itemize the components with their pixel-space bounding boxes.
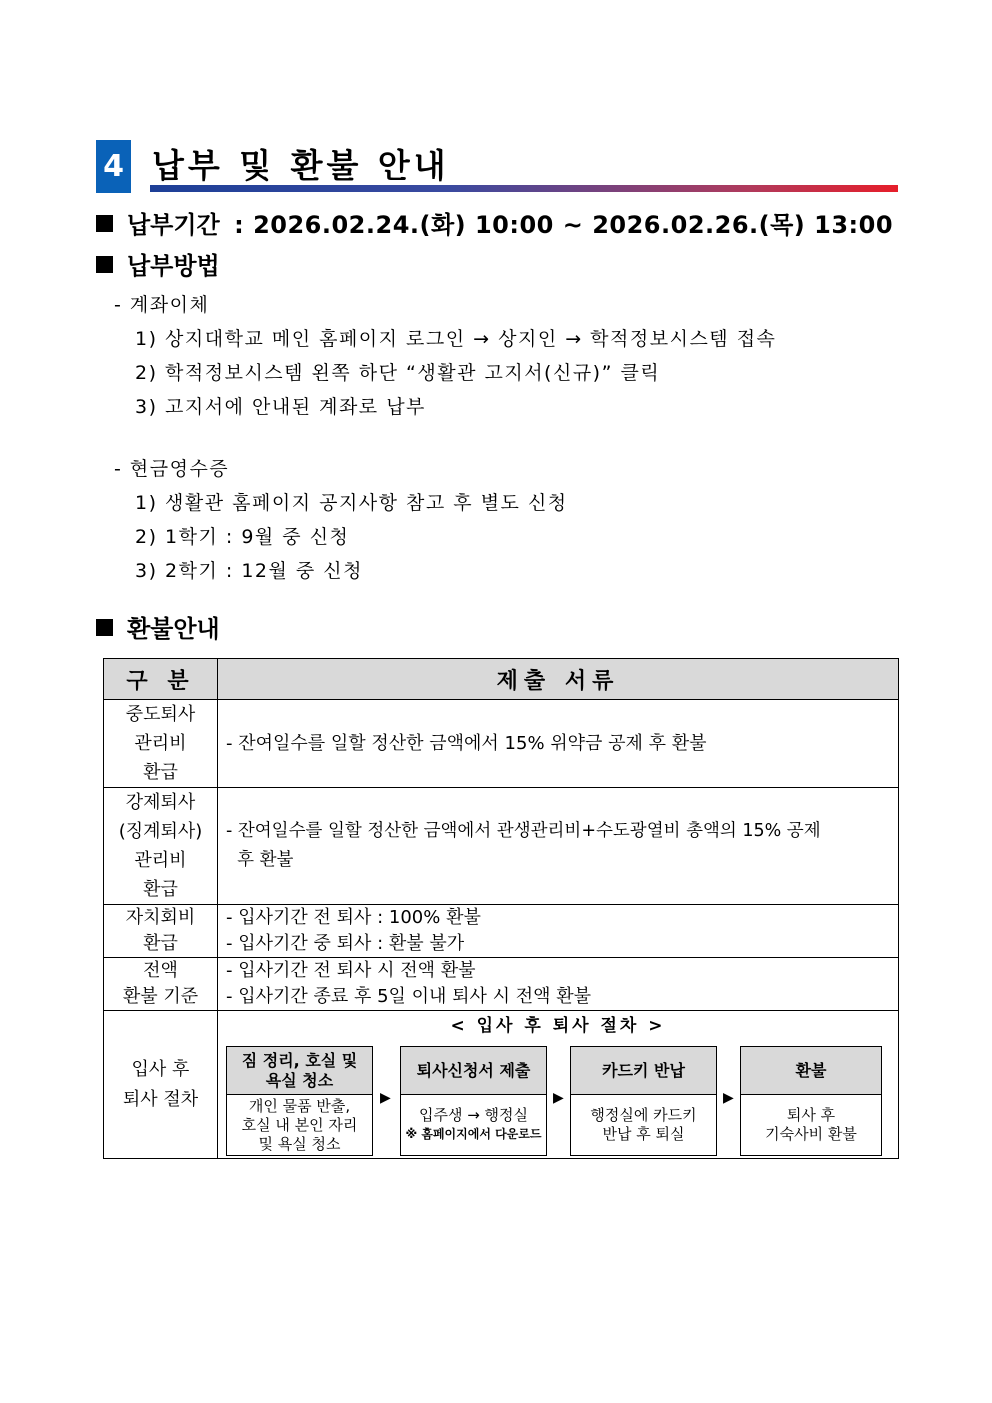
cash-receipt-step: 3) 2학기 : 12월 중 신청 xyxy=(135,560,363,582)
title-underline xyxy=(150,185,898,192)
row-content xyxy=(218,700,899,788)
content-line: - 입사기간 전 퇴사 : 100% 환불 xyxy=(226,907,481,928)
step-title-line: 환불 xyxy=(795,1060,827,1080)
table-row xyxy=(104,905,899,958)
category-line: (징계퇴사) xyxy=(118,821,203,842)
cash-receipt-step: 1) 생활관 홈페이지 공지사항 참고 후 별도 신청 xyxy=(135,492,568,514)
step-desc-line: 기숙사비 환불 xyxy=(765,1125,857,1143)
refund-table xyxy=(103,658,899,1159)
step-title xyxy=(227,1047,372,1095)
step-title xyxy=(401,1047,546,1095)
category-line: 퇴사 절차 xyxy=(122,1088,199,1110)
content-line: - 잔여일수를 일할 정산한 금액에서 관생관리비+수도광열비 총액의 15% 공제 xyxy=(226,821,821,841)
section-number-badge: 4 xyxy=(96,140,131,193)
category-line: 자치회비 xyxy=(125,907,196,928)
procedure-cell xyxy=(218,1011,899,1159)
category-line: 중도퇴사 xyxy=(125,704,196,725)
table-header: 제출 서류 xyxy=(218,659,899,700)
row-content xyxy=(218,788,899,905)
row-category xyxy=(104,958,218,1011)
payment-method-heading-text: 납부방법 xyxy=(127,252,220,280)
step-desc-line: 퇴사 후 xyxy=(786,1106,836,1124)
row-content xyxy=(218,958,899,1011)
step-description xyxy=(227,1095,372,1155)
procedure-step-cardkey xyxy=(570,1046,717,1156)
row-category xyxy=(104,700,218,788)
step-desc-line: 및 욕실 청소 xyxy=(258,1134,341,1153)
cash-receipt-label: - 현금영수증 xyxy=(114,458,230,480)
arrow-right-icon: ▶ xyxy=(380,1090,391,1106)
category-line: 강제퇴사 xyxy=(125,792,196,813)
arrow-right-icon: ▶ xyxy=(723,1090,734,1106)
step-description xyxy=(741,1095,881,1155)
step-title xyxy=(741,1047,881,1095)
category-line: 환급 xyxy=(143,762,178,783)
step-desc-line: 행정실에 카드키 xyxy=(590,1106,697,1124)
table-row xyxy=(104,1011,899,1159)
procedure-step-pack xyxy=(226,1046,373,1156)
table-row xyxy=(104,700,899,788)
procedure-step-submit xyxy=(400,1046,547,1156)
content-line: 후 환불 xyxy=(226,850,294,870)
row-category xyxy=(104,788,218,905)
bank-transfer-step: 3) 고지서에 안내된 계좌로 납부 xyxy=(135,396,426,418)
step-desc-line: 개인 물품 반출, xyxy=(248,1096,351,1115)
square-bullet-icon xyxy=(96,215,113,232)
content-line: - 잔여일수를 일할 정산한 금액에서 15% 위약금 공제 후 환불 xyxy=(226,733,707,754)
step-title xyxy=(571,1047,716,1095)
row-content xyxy=(218,905,899,958)
section-title: 납부 및 환불 안내 xyxy=(152,146,450,185)
step-description xyxy=(401,1095,546,1155)
payment-period-label: 납부기간 xyxy=(127,211,220,239)
table-row xyxy=(104,958,899,1011)
category-line: 환급 xyxy=(143,933,178,954)
step-desc-line: 입주생 → 행정실 xyxy=(418,1106,529,1124)
procedure-title: < 입사 후 퇴사 절차 > xyxy=(450,1016,666,1036)
category-line: 관리비 xyxy=(134,850,187,871)
category-line: 입사 후 xyxy=(131,1058,190,1080)
step-title-line: 욕실 청소 xyxy=(265,1070,334,1090)
table-row xyxy=(104,788,899,905)
refund-heading xyxy=(96,609,220,644)
step-title-line: 퇴사신청서 제출 xyxy=(416,1060,531,1080)
cash-receipt-step: 2) 1학기 : 9월 중 신청 xyxy=(135,526,350,548)
table-header-row xyxy=(104,659,899,700)
bank-transfer-step: 1) 상지대학교 메인 홈페이지 로그인 → 상지인 → 학적정보시스템 접속 xyxy=(135,328,777,350)
content-line: - 입사기간 종료 후 5일 이내 퇴사 시 전액 환불 xyxy=(226,986,592,1007)
procedure-step-refund xyxy=(740,1046,882,1156)
step-desc-line: 반납 후 퇴실 xyxy=(602,1125,685,1143)
payment-method-heading xyxy=(96,246,220,281)
step-description xyxy=(571,1095,716,1155)
content-line: - 입사기간 전 퇴사 시 전액 환불 xyxy=(226,960,476,981)
procedure-diagram xyxy=(218,1011,898,1158)
step-title-line: 카드키 반납 xyxy=(602,1060,685,1080)
arrow-right-icon: ▶ xyxy=(553,1090,564,1106)
category-line: 환불 기준 xyxy=(122,986,199,1007)
row-category xyxy=(104,1011,218,1159)
step-title-line: 짐 정리, 호실 및 xyxy=(241,1050,358,1070)
step-note: ※ 홈페이지에서 다운로드 xyxy=(405,1127,542,1141)
payment-period-line xyxy=(96,205,893,240)
bank-transfer-label: - 계좌이체 xyxy=(114,294,210,316)
square-bullet-icon xyxy=(96,619,113,636)
category-line: 전액 xyxy=(143,960,178,981)
content-line: - 입사기간 중 퇴사 : 환불 불가 xyxy=(226,933,465,954)
refund-heading-text: 환불안내 xyxy=(127,615,220,643)
category-line: 관리비 xyxy=(134,733,187,754)
square-bullet-icon xyxy=(96,256,113,273)
step-desc-line: 호실 내 본인 자리 xyxy=(241,1115,358,1134)
table-header: 구 분 xyxy=(104,659,218,700)
category-line: 환급 xyxy=(143,879,178,900)
payment-period-value: : 2026.02.24.(화) 10:00 ~ 2026.02.26.(목) 13:00 xyxy=(234,211,894,239)
bank-transfer-step: 2) 학적정보시스템 왼쪽 하단 “생활관 고지서(신규)” 클릭 xyxy=(135,362,661,384)
row-category xyxy=(104,905,218,958)
